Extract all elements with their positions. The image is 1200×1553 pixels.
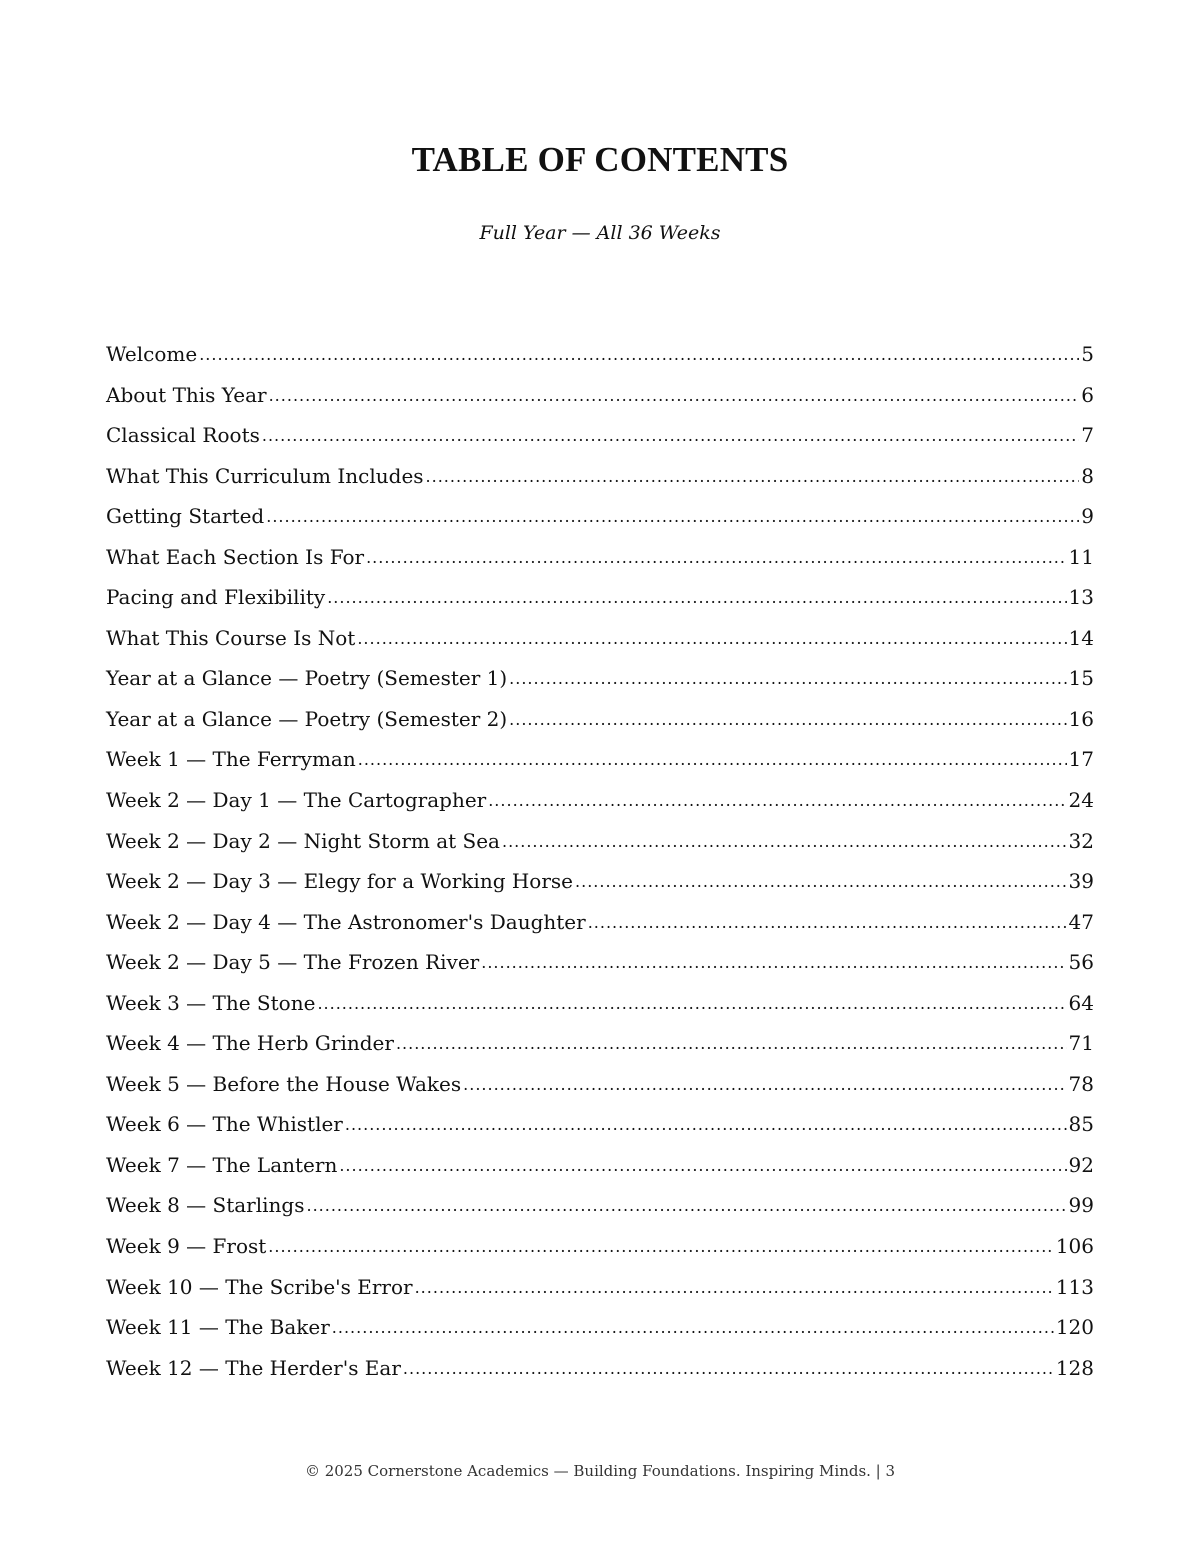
toc-entry[interactable] bbox=[106, 942, 1094, 983]
page-title: TABLE OF CONTENTS bbox=[411, 140, 789, 179]
toc-entry[interactable] bbox=[106, 902, 1094, 943]
toc-entry-label: What Each Section Is For bbox=[106, 544, 365, 569]
toc-entry-page-number: 56 bbox=[1068, 950, 1094, 975]
toc-entry-label: Week 2 — Day 2 — Night Storm at Sea bbox=[106, 828, 500, 853]
toc-entry-label: Week 5 — Before the House Wakes bbox=[106, 1071, 462, 1096]
toc-entry[interactable] bbox=[106, 1185, 1094, 1226]
dot-leader bbox=[488, 781, 1066, 822]
dot-leader bbox=[345, 1105, 1067, 1146]
toc-entry[interactable] bbox=[106, 1226, 1094, 1267]
toc-entry-label: Week 8 — Starlings bbox=[106, 1193, 305, 1218]
dot-leader bbox=[588, 903, 1067, 944]
toc-entry-page-number: 113 bbox=[1055, 1274, 1094, 1299]
toc-entry[interactable] bbox=[106, 618, 1094, 659]
dot-leader bbox=[327, 578, 1066, 619]
toc-entry-page-number: 17 bbox=[1068, 747, 1094, 772]
toc-entry-page-number: 16 bbox=[1068, 706, 1094, 731]
toc-entry[interactable] bbox=[106, 1104, 1094, 1145]
dot-leader bbox=[403, 1349, 1054, 1390]
dot-leader bbox=[396, 1024, 1067, 1065]
toc-entry[interactable] bbox=[106, 739, 1094, 780]
toc-entry-page-number: 128 bbox=[1055, 1355, 1094, 1380]
toc-entry-page-number: 120 bbox=[1055, 1315, 1094, 1340]
dot-leader bbox=[463, 1065, 1066, 1106]
dot-leader bbox=[415, 1268, 1054, 1309]
dot-leader bbox=[426, 457, 1080, 498]
toc-list bbox=[106, 334, 1094, 1388]
toc-entry-page-number: 5 bbox=[1081, 342, 1094, 366]
dot-leader bbox=[306, 1186, 1066, 1227]
toc-entry-page-number: 8 bbox=[1081, 463, 1094, 488]
dot-leader bbox=[262, 416, 1079, 457]
toc-entry-label: Week 10 — The Scribe's Error bbox=[106, 1274, 413, 1299]
toc-entry[interactable] bbox=[106, 861, 1094, 902]
dot-leader bbox=[575, 862, 1067, 903]
toc-entry-label: Week 7 — The Lantern bbox=[106, 1152, 338, 1177]
toc-entry-label: Week 3 — The Stone bbox=[106, 990, 316, 1015]
toc-entry-label: Week 2 — Day 3 — Elegy for a Working Horse bbox=[106, 869, 574, 894]
toc-entry[interactable] bbox=[106, 780, 1094, 821]
toc-entry-label: Week 12 — The Herder's Ear bbox=[106, 1355, 401, 1380]
toc-entry[interactable] bbox=[106, 415, 1094, 456]
toc-entry-page-number: 78 bbox=[1068, 1071, 1094, 1096]
dot-leader bbox=[268, 1227, 1054, 1268]
toc-entry-label: Getting Started bbox=[106, 504, 265, 529]
toc-entry[interactable] bbox=[106, 983, 1094, 1024]
dot-leader bbox=[199, 335, 1079, 376]
toc-entry-label: Week 2 — Day 1 — The Cartographer bbox=[106, 788, 487, 813]
dot-leader bbox=[269, 376, 1080, 417]
toc-entry[interactable] bbox=[106, 1348, 1094, 1389]
toc-entry-label: Welcome bbox=[106, 342, 198, 366]
toc-entry[interactable] bbox=[106, 456, 1094, 497]
toc-entry-label: Pacing and Flexibility bbox=[106, 585, 326, 610]
toc-entry-page-number: 106 bbox=[1055, 1234, 1094, 1259]
toc-entry-page-number: 7 bbox=[1081, 423, 1094, 448]
toc-entry[interactable] bbox=[106, 1267, 1094, 1308]
toc-entry[interactable] bbox=[106, 821, 1094, 862]
toc-entry-page-number: 99 bbox=[1068, 1193, 1094, 1218]
toc-entry-label: Week 6 — The Whistler bbox=[106, 1112, 343, 1137]
toc-entry-label: Week 4 — The Herb Grinder bbox=[106, 1031, 394, 1056]
toc-entry-page-number: 47 bbox=[1068, 909, 1094, 934]
toc-entry[interactable] bbox=[106, 496, 1094, 537]
toc-entry-page-number: 6 bbox=[1081, 382, 1094, 407]
dot-leader bbox=[332, 1308, 1054, 1349]
toc-entry-page-number: 32 bbox=[1068, 828, 1094, 853]
dot-leader bbox=[481, 943, 1066, 984]
toc-entry[interactable] bbox=[106, 1307, 1094, 1348]
toc-entry-label: About This Year bbox=[106, 382, 267, 407]
dot-leader bbox=[509, 700, 1066, 741]
toc-entry-label: Week 9 — Frost bbox=[106, 1234, 267, 1259]
dot-leader bbox=[266, 497, 1079, 538]
toc-entry-page-number: 11 bbox=[1068, 544, 1094, 569]
toc-entry-label: Year at a Glance — Poetry (Semester 2) bbox=[106, 706, 508, 731]
toc-entry-page-number: 14 bbox=[1068, 625, 1094, 650]
dot-leader bbox=[317, 984, 1066, 1025]
page-footer: © 2025 Cornerstone Academics — Building Foundations. Inspiring Minds. | 3 bbox=[304, 1462, 896, 1480]
toc-entry-page-number: 85 bbox=[1068, 1112, 1094, 1137]
toc-entry-label: What This Curriculum Includes bbox=[106, 463, 424, 488]
toc-entry-label: What This Course Is Not bbox=[106, 625, 356, 650]
toc-entry-page-number: 64 bbox=[1068, 990, 1094, 1015]
toc-entry-page-number: 24 bbox=[1068, 788, 1094, 813]
toc-entry-page-number: 39 bbox=[1068, 869, 1094, 894]
toc-entry-page-number: 13 bbox=[1068, 585, 1094, 610]
toc-entry-page-number: 71 bbox=[1068, 1031, 1094, 1056]
toc-entry[interactable] bbox=[106, 699, 1094, 740]
dot-leader bbox=[502, 822, 1067, 863]
toc-entry[interactable] bbox=[106, 1145, 1094, 1186]
dot-leader bbox=[339, 1146, 1066, 1187]
toc-entry[interactable] bbox=[106, 577, 1094, 618]
toc-entry[interactable] bbox=[106, 1023, 1094, 1064]
toc-entry-label: Year at a Glance — Poetry (Semester 1) bbox=[106, 666, 508, 691]
toc-entry[interactable] bbox=[106, 334, 1094, 375]
toc-entry[interactable] bbox=[106, 658, 1094, 699]
toc-entry[interactable] bbox=[106, 1064, 1094, 1105]
dot-leader bbox=[509, 659, 1066, 700]
dot-leader bbox=[366, 538, 1066, 579]
toc-entry-page-number: 9 bbox=[1081, 504, 1094, 529]
toc-entry[interactable] bbox=[106, 537, 1094, 578]
toc-entry[interactable] bbox=[106, 375, 1094, 416]
toc-entry-label: Week 11 — The Baker bbox=[106, 1315, 330, 1340]
toc-entry-label: Week 2 — Day 5 — The Frozen River bbox=[106, 950, 480, 975]
toc-entry-page-number: 92 bbox=[1068, 1152, 1094, 1177]
toc-entry-label: Classical Roots bbox=[106, 423, 260, 448]
dot-leader bbox=[358, 740, 1067, 781]
toc-entry-label: Week 1 — The Ferryman bbox=[106, 747, 356, 772]
toc-entry-page-number: 15 bbox=[1068, 666, 1094, 691]
dot-leader bbox=[357, 619, 1066, 660]
page-subtitle: Full Year — All 36 Weeks bbox=[479, 222, 721, 244]
toc-entry-label: Week 2 — Day 4 — The Astronomer's Daughter bbox=[106, 909, 586, 934]
